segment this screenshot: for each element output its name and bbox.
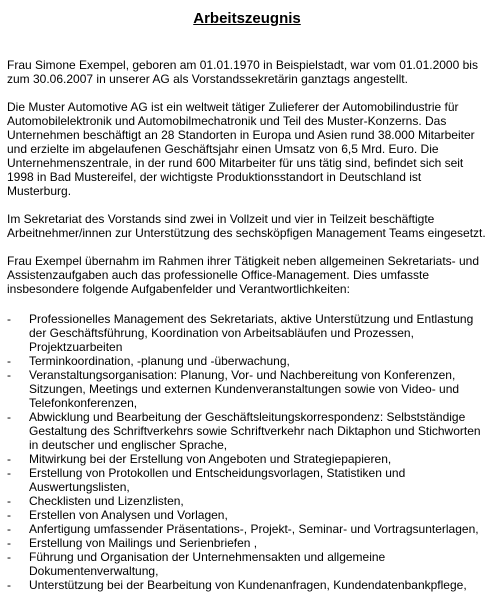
list-item-text: Checklisten und Lizenzlisten,	[29, 494, 184, 508]
bullet-dash: -	[7, 368, 11, 382]
bullet-dash: -	[7, 312, 11, 326]
bullet-dash: -	[7, 410, 11, 424]
list-item	[7, 312, 487, 354]
list-item	[7, 522, 487, 536]
list-item-text: Führung und Organisation der Unternehmensakten und allgemeine Dokumentenverwaltung,	[29, 550, 386, 578]
list-item-text: Erstellung von Mailings und Serienbriefen ,	[29, 536, 258, 550]
task-list	[7, 312, 487, 592]
bullet-dash: -	[7, 452, 11, 466]
document-title: Arbeitszeugnis	[193, 10, 301, 27]
bullet-dash: -	[7, 550, 11, 564]
bullet-dash: -	[7, 536, 11, 550]
document-page	[7, 0, 487, 592]
list-item	[7, 354, 487, 368]
bullet-dash: -	[7, 578, 11, 592]
list-item-text: Erstellung von Protokollen und Entscheidungsvorlagen, Statistiken und Auswertungslisten,	[29, 466, 406, 494]
bullet-dash: -	[7, 354, 11, 368]
list-item-text: Professionelles Management des Sekretariats, aktive Unterstützung und Entlastung der Geschäftsführung, Koordination von Arbeitsabläufen und Prozessen, Projektzuarbeiten	[29, 312, 474, 354]
list-item-text: Mitwirkung bei der Erstellung von Angeboten und Strategiepapieren,	[29, 452, 392, 466]
list-item-text: Unterstützung bei der Bearbeitung von Kundenanfragen, Kundendatenbankpflege,	[29, 578, 467, 592]
list-item-text: Terminkoordination, -planung und -überwachung,	[29, 354, 290, 368]
list-item	[7, 368, 487, 410]
secretariat-paragraph: Im Sekretariat des Vorstands sind zwei in Vollzeit und vier in Teilzeit beschäftigte Arbeitnehmer/innen zur Unterstützung des sechsköpfigen Management Teams eingesetzt.	[7, 212, 486, 240]
list-item-text: Veranstaltungsorganisation: Planung, Vor- und Nachbereitung von Konferenzen, Sitzungen, Meetings und externen Kundenveranstaltungen sowie von Video- und Telefonkonferenzen,	[29, 368, 460, 410]
list-item	[7, 536, 487, 550]
bullet-dash: -	[7, 522, 11, 536]
list-item	[7, 466, 487, 494]
bullet-dash: -	[7, 508, 11, 522]
list-item	[7, 410, 487, 452]
bullet-dash: -	[7, 494, 11, 508]
list-item	[7, 452, 487, 466]
list-item	[7, 494, 487, 508]
list-item-text: Anfertigung umfassender Präsentations-, Projekt-, Seminar- und Vortragsunterlagen,	[29, 522, 479, 536]
intro-paragraph: Frau Simone Exempel, geboren am 01.01.1970 in Beispielstadt, war vom 01.01.2000 bis zum 30.06.2007 in unserer AG als Vorstandssekretärin ganztags angestellt.	[7, 58, 478, 86]
duties-intro-paragraph: Frau Exempel übernahm im Rahmen ihrer Tätigkeit neben allgemeinen Sekretariats- und Assistenzaufgaben auch das professionelle Office-Management. Dies umfasste insbesondere folgende Aufgabenfelder und Verantwortlichkeiten:	[7, 254, 480, 296]
list-item-text: Erstellen von Analysen und Vorlagen,	[29, 508, 228, 522]
list-item	[7, 508, 487, 522]
company-paragraph: Die Muster Automotive AG ist ein weltweit tätiger Zulieferer der Automobilindustrie für Automobilelektronik und Automobilmechatronik und Teil des Muster-Konzerns. Das Unternehmen beschäftigt an 28 Standorten in Europa und Asien rund 38.000 Mitarbeiter und erzielte im abgelaufenen Geschäftsjahr einen Umsatz von 6,5 Mrd. Euro. Die Unternehmenszentrale, in der rund 600 Mitarbeiter für uns tätig sind, befindet sich seit 1998 in Bad Mustereifel, der wichtigste Produktionsstandort in Deutschland ist Musterburg.	[7, 100, 475, 198]
bullet-dash: -	[7, 466, 11, 480]
list-item-text: Abwicklung und Bearbeitung der Geschäftsleitungskorrespondenz: Selbstständige Gestaltung des Schriftverkehrs sowie Schriftverkehr nach Diktaphon und Stichworten in deutscher und englischer Sprache,	[29, 410, 481, 452]
list-item	[7, 550, 487, 578]
list-item	[7, 578, 487, 592]
